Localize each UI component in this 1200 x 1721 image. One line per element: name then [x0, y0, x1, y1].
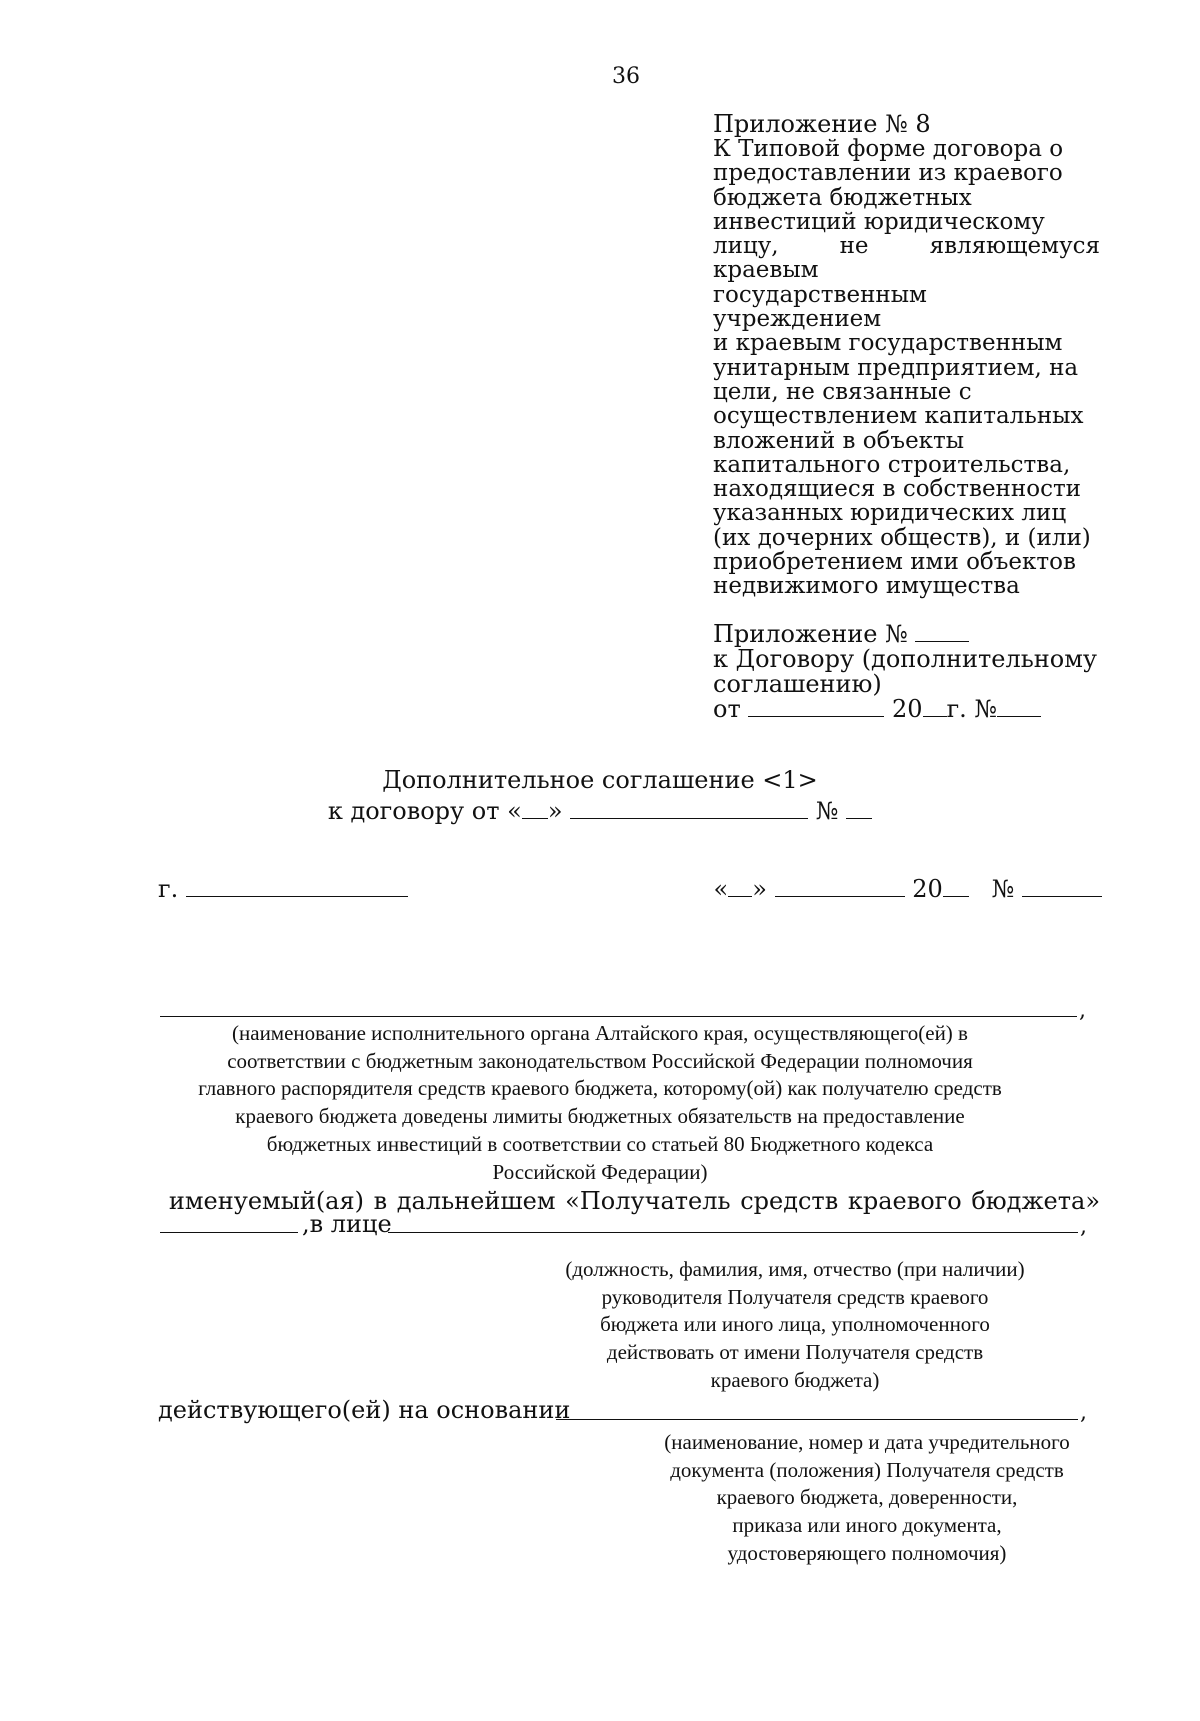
note-line: удостоверяющего полномочия) [727, 1540, 1007, 1565]
contract-appendix-line: соглашению) [713, 670, 882, 698]
appendix-number-blank[interactable] [915, 622, 969, 642]
acting-basis-label: действующего(ей) на основании [158, 1396, 571, 1424]
note-line: руководителя Получателя средств краевого [601, 1284, 989, 1309]
appendix-line: осуществлением капитальных [713, 403, 1084, 430]
recipient-name-blank[interactable] [160, 1232, 298, 1233]
note-line: (наименование исполнительного органа Алтайского края, осуществляющего(ей) в [232, 1021, 968, 1045]
date-open-quote: « [713, 875, 729, 903]
appendix-line: указанных юридических лиц [713, 500, 1067, 527]
representative-blank[interactable] [388, 1232, 1078, 1233]
contract-appendix-label: Приложение № [713, 620, 908, 648]
date-number-label: № [991, 875, 1015, 903]
appendix-line: унитарным предприятием, на [713, 354, 1079, 381]
note-line: документа (положения) Получателя средств [670, 1457, 1064, 1482]
agreement-subtitle-prefix: к договору от « [327, 797, 522, 825]
agreement-number-label: № [815, 797, 839, 825]
year-blank[interactable] [923, 697, 947, 717]
basis-blank[interactable] [556, 1419, 1078, 1420]
basis-note [517, 1429, 1200, 1568]
date-day-blank[interactable] [728, 877, 752, 897]
city-label: г. [158, 875, 179, 903]
day-blank[interactable] [522, 799, 548, 819]
city-blank[interactable] [186, 877, 408, 897]
date-year-blank[interactable] [943, 877, 969, 897]
note-line: бюджетных инвестиций в соответствии со статьей 80 Бюджетного кодекса [266, 1131, 934, 1156]
date-close-quote: » [752, 875, 767, 903]
appendix-text [713, 137, 1100, 599]
appendix-line: вложений в объекты [713, 427, 965, 454]
from-label: от [713, 695, 741, 723]
agreement-heading [0, 765, 1200, 827]
date-blank[interactable] [748, 697, 884, 717]
page-number: 36 [612, 64, 640, 89]
appendix-line: предоставлении из краевого [713, 160, 1063, 187]
appendix-line: недвижимого имущества [713, 573, 1020, 600]
note-line: приказа или иного документа, [732, 1513, 1002, 1538]
comma: , [1079, 998, 1086, 1023]
comma: , [1080, 1214, 1087, 1239]
agreement-number-blank[interactable] [846, 799, 872, 819]
note-line: краевого бюджета) [710, 1367, 880, 1392]
appendix-line: приобретением ими объектов [713, 549, 1076, 576]
appendix-line: капитального строительства, [713, 451, 1071, 478]
appendix-title: Приложение № 8 [713, 110, 931, 138]
year-label: 20 [892, 695, 923, 723]
quote-close: » [547, 797, 563, 825]
note-line: главного распорядителя средств краевого бюджета, которому(ой) как получателю средств [198, 1076, 1002, 1101]
comma: , [1080, 1400, 1087, 1425]
note-line: действовать от имени Получателя средств [606, 1340, 984, 1365]
appendix-line: лицу, не являющемуся краевым [713, 233, 1100, 284]
note-line: соответствии с бюджетным законодательством Российской Федерации полномочия [227, 1048, 973, 1073]
agreement-title: Дополнительное соглашение <1> [382, 766, 818, 794]
note-line: (должность, фамилия, имя, отчество (при наличии) [565, 1257, 1025, 1281]
appendix-line: и краевым государственным [713, 330, 1063, 357]
note-line: бюджета или иного лица, уполномоченного [600, 1312, 990, 1337]
contract-appendix-line: к Договору (дополнительному [713, 645, 1097, 673]
note-line: краевого бюджета, доверенности, [716, 1485, 1018, 1510]
number-label: г. № [946, 695, 998, 723]
executive-body-note [100, 1020, 1100, 1186]
appendix-line: (их дочерних обществ), и (или) [713, 524, 1091, 551]
appendix-line: бюджета бюджетных [713, 184, 972, 211]
month-year-blank[interactable] [570, 799, 808, 819]
appendix-line: К Типовой форме договора о [713, 136, 1064, 162]
date-year-label: 20 [912, 875, 943, 903]
in-person-label: ,в лице [302, 1210, 392, 1238]
named-recipient-line: именуемый(ая) в дальнейшем «Получатель средств краевого бюджета» [168, 1187, 1100, 1215]
executive-body-blank[interactable] [160, 1016, 1077, 1017]
note-line: Российской Федерации) [492, 1159, 708, 1184]
representative-note [400, 1256, 1190, 1395]
date-number-blank[interactable] [1022, 877, 1102, 897]
note-line: (наименование, номер и дата учредительного [664, 1430, 1070, 1454]
note-line: краевого бюджета доведены лимиты бюджетных обязательств на предоставление [235, 1104, 965, 1129]
appendix-line: находящиеся в собственности [713, 476, 1081, 503]
date-month-blank[interactable] [775, 877, 905, 897]
contract-appendix-block [713, 622, 1103, 722]
appendix-line: государственным учреждением [713, 281, 927, 333]
appendix-line: инвестиций юридическому [713, 208, 1045, 235]
appendix-line: цели, не связанные с [713, 378, 972, 405]
contract-number-blank[interactable] [997, 697, 1041, 717]
